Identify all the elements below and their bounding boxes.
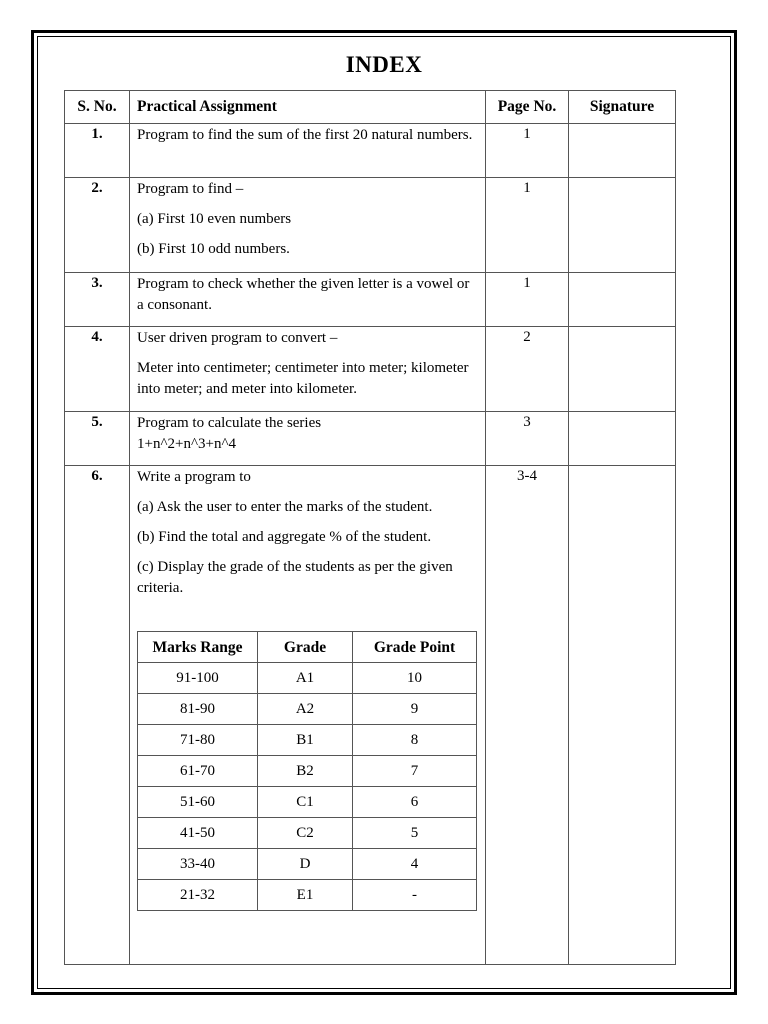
grade-value: A1 <box>258 663 353 694</box>
row-page: 1 <box>486 124 569 178</box>
grade-point: 10 <box>353 663 477 694</box>
row-sno: 4. <box>65 327 130 412</box>
assignment-text: Meter into centimeter; centimeter into meter; kilometer into meter; and meter into kilometer. <box>137 360 469 397</box>
row-assignment <box>130 178 486 273</box>
page-title: INDEX <box>345 52 423 77</box>
header-page: Page No. <box>486 91 569 124</box>
grade-header-grade-point: Grade Point <box>353 632 477 663</box>
row-sno: 5. <box>65 412 130 466</box>
row-signature <box>569 412 676 466</box>
row-sno: 6. <box>65 466 130 965</box>
table-row <box>65 178 676 273</box>
grade-value: D <box>258 849 353 880</box>
row-sno: 3. <box>65 273 130 327</box>
row-signature <box>569 124 676 178</box>
grade-point: 5 <box>353 818 477 849</box>
row-sno: 2. <box>65 178 130 273</box>
grade-value: B2 <box>258 756 353 787</box>
row-assignment <box>130 412 486 466</box>
grade-value: E1 <box>258 880 353 911</box>
row-signature <box>569 327 676 412</box>
row-page: 1 <box>486 178 569 273</box>
assignment-text: Write a program to <box>137 469 251 485</box>
grade-point: - <box>353 880 477 911</box>
header-sno: S. No. <box>65 91 130 124</box>
assignment-text: (c) Display the grade of the students as per the given criteria. <box>137 559 453 596</box>
grade-row <box>138 694 477 725</box>
row-assignment <box>130 124 486 178</box>
header-signature: Signature <box>569 91 676 124</box>
row-signature <box>569 178 676 273</box>
grade-row <box>138 880 477 911</box>
row-page: 3-4 <box>486 466 569 965</box>
grade-marks-range: 91-100 <box>138 663 258 694</box>
table-row <box>65 466 676 965</box>
grade-row <box>138 663 477 694</box>
table-row <box>65 327 676 412</box>
grade-point: 8 <box>353 725 477 756</box>
assignment-text: User driven program to convert – <box>137 330 338 346</box>
grade-point: 9 <box>353 694 477 725</box>
grade-header-grade: Grade <box>258 632 353 663</box>
grade-row <box>138 756 477 787</box>
header-assignment: Practical Assignment <box>130 91 486 124</box>
grade-marks-range: 51-60 <box>138 787 258 818</box>
row-assignment <box>130 327 486 412</box>
row-signature <box>569 273 676 327</box>
grade-marks-range: 71-80 <box>138 725 258 756</box>
grade-marks-range: 21-32 <box>138 880 258 911</box>
grade-marks-range: 33-40 <box>138 849 258 880</box>
row-assignment <box>130 273 486 327</box>
grade-marks-range: 61-70 <box>138 756 258 787</box>
grade-value: C1 <box>258 787 353 818</box>
row-signature <box>569 466 676 965</box>
assignment-text: Program to find the sum of the first 20 natural numbers. <box>137 127 473 143</box>
grade-marks-range: 81-90 <box>138 694 258 725</box>
row-assignment <box>130 466 486 965</box>
grade-row <box>138 787 477 818</box>
grade-marks-range: 41-50 <box>138 818 258 849</box>
assignment-text: Program to find – <box>137 181 244 197</box>
row-page: 1 <box>486 273 569 327</box>
grade-criteria-table <box>137 631 477 911</box>
assignment-text: Program to check whether the given letter is a vowel or a consonant. <box>137 276 470 313</box>
grade-value: B1 <box>258 725 353 756</box>
table-row <box>65 124 676 178</box>
grade-row <box>138 725 477 756</box>
row-sno: 1. <box>65 124 130 178</box>
assignment-text: (b) Find the total and aggregate % of the student. <box>137 529 432 545</box>
index-header-row <box>65 91 676 124</box>
grade-value: C2 <box>258 818 353 849</box>
grade-row <box>138 818 477 849</box>
row-page: 2 <box>486 327 569 412</box>
row-page: 3 <box>486 412 569 466</box>
index-table <box>64 90 676 965</box>
grade-header-row <box>138 632 477 663</box>
assignment-text: (a) First 10 even numbers <box>137 211 292 227</box>
assignment-text: Program to calculate the series 1+n^2+n^3+n^4 <box>137 415 322 452</box>
assignment-text: (a) Ask the user to enter the marks of the student. <box>137 499 433 515</box>
grade-point: 7 <box>353 756 477 787</box>
grade-row <box>138 849 477 880</box>
assignment-text: (b) First 10 odd numbers. <box>137 241 290 257</box>
grade-value: A2 <box>258 694 353 725</box>
table-row <box>65 273 676 327</box>
grade-point: 4 <box>353 849 477 880</box>
grade-header-marks-range: Marks Range <box>138 632 258 663</box>
table-row <box>65 412 676 466</box>
grade-point: 6 <box>353 787 477 818</box>
